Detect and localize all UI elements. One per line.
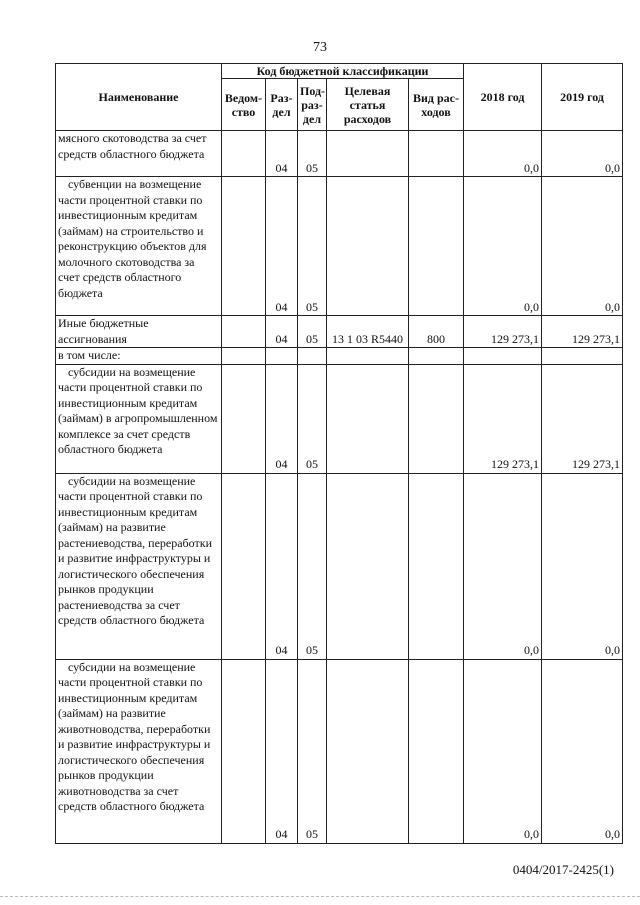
header-razdel: Раз-дел xyxy=(266,79,298,131)
row-2019: 129 273,1 xyxy=(542,364,623,473)
row-2018 xyxy=(464,348,542,365)
row-expense-type xyxy=(409,473,464,659)
row-target xyxy=(327,659,409,843)
row-vedomstvo xyxy=(222,177,266,316)
header-2019: 2019 год xyxy=(542,64,623,131)
row-expense-type xyxy=(409,659,464,843)
row-podrazdel: 05 xyxy=(298,364,327,473)
table-row xyxy=(56,348,623,365)
row-vedomstvo xyxy=(222,659,266,843)
row-vedomstvo xyxy=(222,316,266,348)
row-name xyxy=(56,659,222,843)
row-vedomstvo xyxy=(222,473,266,659)
row-name xyxy=(56,473,222,659)
header-target: Целевая статья расходов xyxy=(327,79,409,131)
row-expense-type: 800 xyxy=(409,316,464,348)
row-name: мясного скотоводства за счет средств областного бюджета xyxy=(56,131,222,177)
row-2018: 0,0 xyxy=(464,659,542,843)
row-name-text: субсидии на возмещение части процентной ставки по инвестиционным кредитам (займам) на развитие растениеводства, переработки и развитие инфраструктуры и логистического обеспечения рынков продукции растениеводства за счет средств областного бюджета xyxy=(58,473,212,627)
header-podrazdel: Под-раз-дел xyxy=(298,79,327,131)
row-expense-type xyxy=(409,131,464,177)
row-podrazdel: 05 xyxy=(298,659,327,843)
row-target xyxy=(327,473,409,659)
table-row xyxy=(56,364,623,473)
row-podrazdel: 05 xyxy=(298,177,327,316)
row-target xyxy=(327,364,409,473)
row-2019: 129 273,1 xyxy=(542,316,623,348)
row-razdel xyxy=(266,348,298,365)
row-2018: 0,0 xyxy=(464,131,542,177)
footer-divider xyxy=(0,896,640,897)
header-expense-type: Вид рас-ходов xyxy=(409,79,464,131)
row-razdel: 04 xyxy=(266,131,298,177)
header-name: Наименование xyxy=(56,64,222,131)
row-name: в том числе: xyxy=(56,348,222,365)
row-podrazdel: 05 xyxy=(298,131,327,177)
row-target xyxy=(327,131,409,177)
row-vedomstvo xyxy=(222,364,266,473)
row-name xyxy=(56,177,222,316)
header-vedomstvo: Ведом-ство xyxy=(222,79,266,131)
row-podrazdel: 05 xyxy=(298,473,327,659)
row-vedomstvo xyxy=(222,131,266,177)
row-target xyxy=(327,177,409,316)
header-code-group: Код бюджетной классификации xyxy=(222,64,464,79)
row-razdel: 04 xyxy=(266,473,298,659)
row-name-text: субвенции на возмещение части процентной ставки по инвестиционным кредитам (займам) на строительство и реконструкцию объектов для молочного скотоводства за счет средств областного бюджета xyxy=(58,177,207,300)
row-2018: 129 273,1 xyxy=(464,364,542,473)
table-row xyxy=(56,316,623,348)
budget-table xyxy=(55,63,623,844)
table-row xyxy=(56,131,623,177)
header-2018: 2018 год xyxy=(464,64,542,131)
row-expense-type xyxy=(409,177,464,316)
row-2019: 0,0 xyxy=(542,177,623,316)
row-expense-type xyxy=(409,348,464,365)
row-razdel: 04 xyxy=(266,177,298,316)
row-target: 13 1 03 R5440 xyxy=(327,316,409,348)
row-name-text: субсидии на возмещение части процентной ставки по инвестиционным кредитам (займам) в агропромышленном комплексе за счет средств областного бюджета xyxy=(58,364,218,456)
row-podrazdel: 05 xyxy=(298,316,327,348)
row-vedomstvo xyxy=(222,348,266,365)
row-razdel: 04 xyxy=(266,364,298,473)
row-target xyxy=(327,348,409,365)
row-2018: 0,0 xyxy=(464,177,542,316)
table-row xyxy=(56,473,623,659)
row-razdel: 04 xyxy=(266,316,298,348)
row-expense-type xyxy=(409,364,464,473)
row-2019: 0,0 xyxy=(542,659,623,843)
row-razdel: 04 xyxy=(266,659,298,843)
table-row xyxy=(56,177,623,316)
row-name-text: субсидии на возмещение части процентной ставки по инвестиционным кредитам (займам) на развитие животноводства, переработки и развитие инфраструктуры и логистического обеспечения рынков продукции животноводства за счет средств областного бюджета xyxy=(58,659,211,813)
row-name: Иные бюджетные ассигнования xyxy=(56,316,222,348)
row-2019: 0,0 xyxy=(542,131,623,177)
row-2019: 0,0 xyxy=(542,473,623,659)
document-code: 0404/2017-2425(1) xyxy=(512,862,614,877)
page-number: 73 xyxy=(313,40,327,55)
row-2018: 129 273,1 xyxy=(464,316,542,348)
row-2018: 0,0 xyxy=(464,473,542,659)
header-row-1 xyxy=(56,64,623,79)
row-podrazdel xyxy=(298,348,327,365)
table-row xyxy=(56,659,623,843)
row-name xyxy=(56,364,222,473)
row-2019 xyxy=(542,348,623,365)
